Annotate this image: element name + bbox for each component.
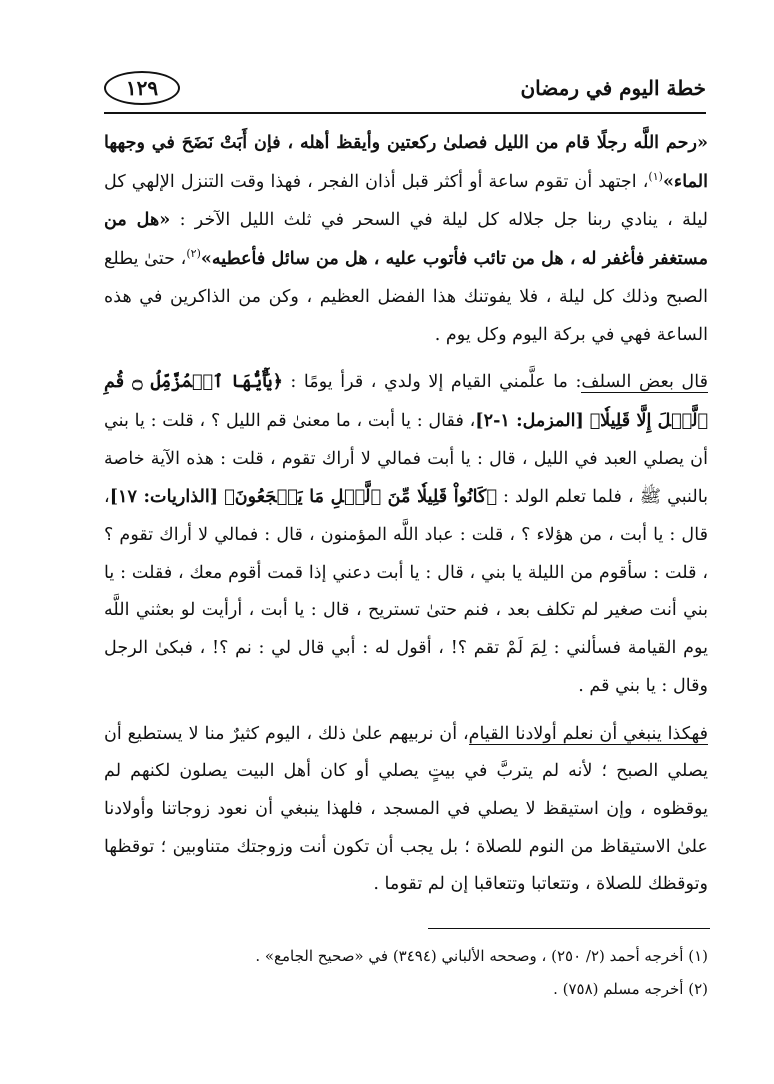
footnotes [104, 940, 708, 1006]
paragraph-text: ، فقال : يا أبت ، ما معنىٰ قم الليل ؟ ، قلت : يا بني أن يصلي العبد في الليل ، قال : يا أبت فمالي لا أراك تقوم ، قلت : هذه الآية خاصة بالنبي ﷺ ، فلما تعلم الولد : [104, 410, 708, 508]
paragraph-hadith [104, 124, 708, 354]
hadith-quote: «رحم اللَّه رجلًا قام من الليل فصلىٰ ركعتين وأيقظ أهله ، فإن أَبَتْ نَضَحَ في وجهها الماء» [104, 132, 708, 192]
paragraph-text: ، اجتهد أن تقوم ساعة أو أكثر قبل أذان الفجر ، فهذا وقت التنزل الإلهي كل ليلة ، ينادي ربنا جل جلاله كل ليلة في السحر في ثلث الليل الآخر : [104, 171, 709, 231]
underlined-lead: قال بعض السلف [581, 372, 708, 393]
footnote-1: (١) أخرجه أحمد (٢/ ٢٥٠) ، وصححه الألباني (٣٤٩٤) في «صحيح الجامع» . [255, 947, 708, 965]
quran-verse-1: ﴿يَٰٓأَيُّهَا ٱلۡمُزَّمِّلُ ۝ قُمِ ٱلَّيۡلَ إِلَّا قَلِيلٗا﴾ [104, 371, 708, 431]
paragraph-text: ، حتىٰ يطلع الصبح وذلك كل ليلة ، فلا يفوتنك هذا الفضل العظيم ، وكن من الذاكرين في هذه الساعة فهي في بركة اليوم وكل يوم . [104, 249, 708, 345]
hadith-quote-2: «هل من مستغفر فأغفر له ، هل من تائب فأتوب عليه ، هل من سائل فأعطيه» [104, 209, 708, 270]
header-divider [104, 112, 706, 114]
paragraph-text: ، أن نربيهم علىٰ ذلك ، اليوم كثيرٌ منا لا يستطيع أن يصلي الصبح ؛ لأنه لم يتربَّ في بيتٍ يصلي أو كان أهل البيت يصلون لكنهم لم يوقظوه ، وإن استيقظ لا يصلي في المسجد ، فلهذا ينبغي أن نعود زوجاتنا وأولادنا علىٰ الاستيقاظ من النوم للصلاة ؛ بل يجب أن تكون أنت وزوجتك متناوبين ؛ توقظها وتوقظك للصلاة ، وتتعاتبا وتتعاقبا إن لم تقوما . [104, 723, 708, 895]
paragraph-salaf-story [104, 363, 708, 705]
paragraph-text: ، قال : يا أبت ، من هؤلاء ؟ ، قلت : عباد اللَّه المؤمنون ، قال : فمالي لا أراك تقوم ؟ ، قلت : سأقوم من الليلة يا بني ، قال : يا أبت دعني إذا قمت أقوم معك ، فقلت : يا بني أنت صغير لم تكلف بعد ، فنم حتىٰ تستريح ، قال : يا أبت ، أرأيت لو بعثني اللَّه يوم القيامة فسألني : لِمَ لَمْ تقم ؟! ، أقول له : أبي قال لي : نم ؟! ، فبكىٰ الرجل وقال : يا بني قم . [104, 487, 708, 696]
main-text [104, 124, 708, 904]
page-header [104, 66, 706, 114]
footnote-2: (٢) أخرجه مسلم (٧٥٨) . [553, 980, 708, 998]
paragraph-conclusion [104, 716, 708, 905]
underlined-lead: فهكذا ينبغي أن نعلم أولادنا القيام [468, 723, 708, 744]
verse-citation-2: [الذاريات: ١٧] [109, 486, 219, 508]
footnote-ref-1: (١) [648, 169, 663, 183]
footnote-ref-2: (٢) [186, 247, 201, 261]
page-number-badge: ١٢٩ [104, 71, 180, 105]
paragraph-text: : ما علَّمني القيام إلا ولدي ، قرأ يومًا : [282, 372, 582, 393]
verse-citation-1: [المزمل: ١-٢] [475, 409, 584, 431]
footnote-divider [428, 928, 710, 929]
quran-verse-2: ﴿كَانُواْ قَلِيلٗا مِّنَ ٱلَّيۡلِ مَا يَهۡجَعُونَ﴾ [224, 486, 497, 508]
running-title: خطة اليوم في رمضان [520, 76, 706, 100]
